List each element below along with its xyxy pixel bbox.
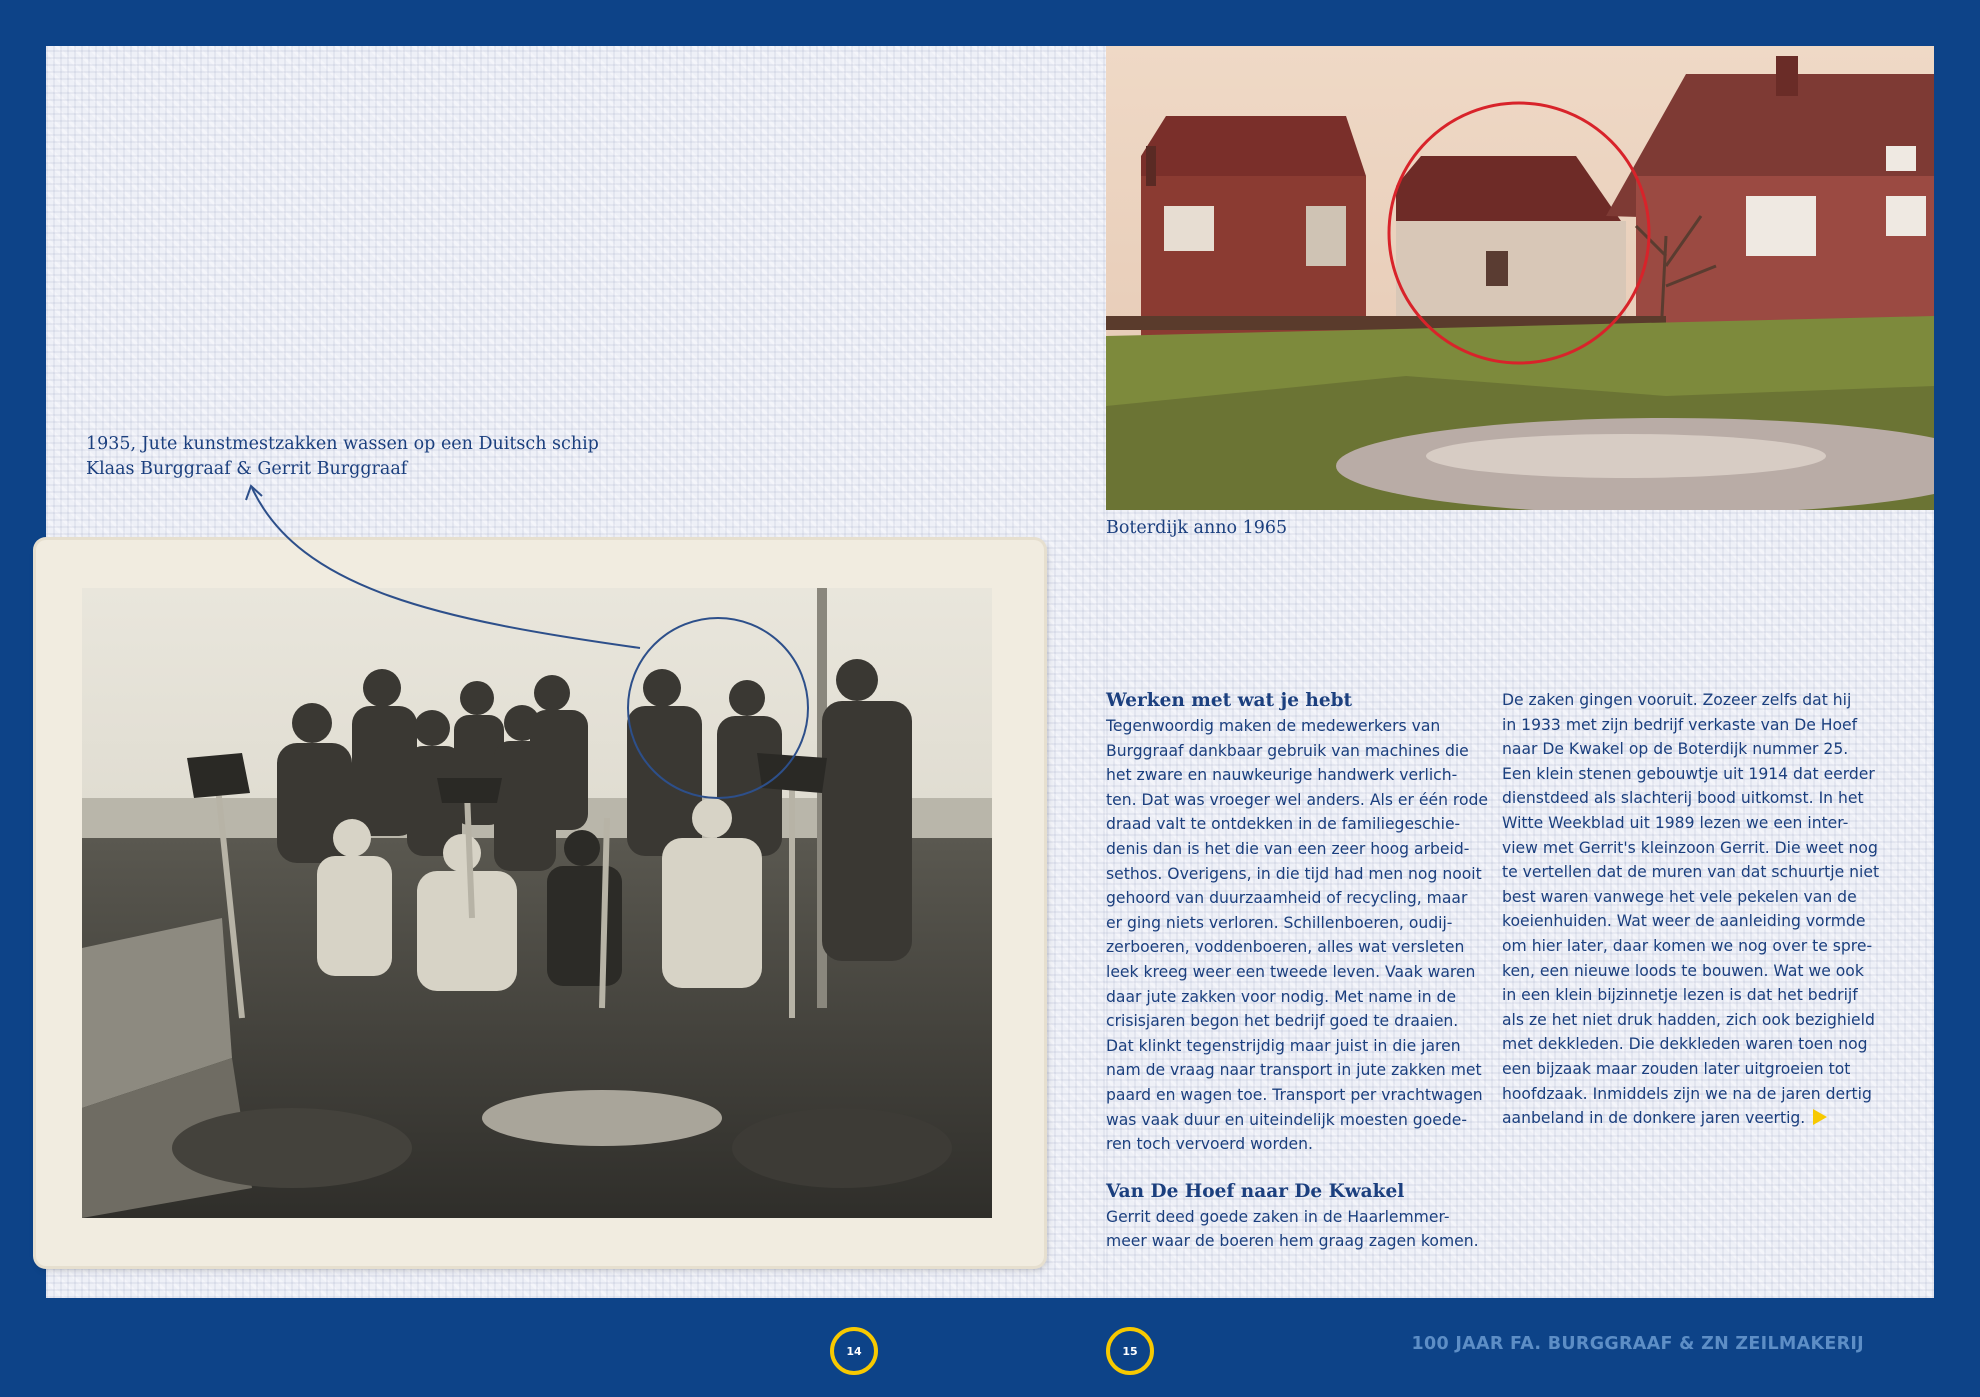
text-line: het zware en nauwkeurige handwerk verlich- xyxy=(1106,766,1458,785)
text-line: om hier later, daar komen we nog over te spre- xyxy=(1502,936,1873,955)
text-line: dienstdeed als slachterij bood uitkomst. In het xyxy=(1502,789,1864,808)
text-line: koeienhuiden. Wat weer de aanleiding vormde xyxy=(1502,912,1866,931)
house-photo-caption-text: Boterdijk anno 1965 xyxy=(1106,518,1288,538)
text-line: in een klein bijzinnetje lezen is dat het bedrijf xyxy=(1502,986,1858,1005)
text-line: een bijzaak maar zouden later uitgroeien tot xyxy=(1502,1059,1851,1078)
text-line: hoofdzaak. Inmiddels zijn we na de jaren dertig xyxy=(1502,1084,1872,1103)
text-line: aanbeland in de donkere jaren veertig. xyxy=(1502,1106,1864,1131)
text-line: naar De Kwakel op de Boterdijk nummer 25. xyxy=(1502,740,1849,759)
text-line: ken, een nieuwe loods te bouwen. Wat we ook xyxy=(1502,961,1864,980)
text-line: Burggraaf dankbaar gebruik van machines die xyxy=(1106,741,1469,760)
heading-van-de-hoef: Van De Hoef naar De Kwakel xyxy=(1106,1180,1405,1202)
text-line: in 1933 met zijn bedrijf verkaste van De Hoef xyxy=(1502,715,1858,734)
text-line: leek kreeg weer een tweede leven. Vaak waren xyxy=(1106,962,1476,981)
text-line: draad valt te ontdekken in de familiegeschie- xyxy=(1106,815,1461,834)
page-number-left: 14 xyxy=(830,1327,878,1375)
text-line: nam de vraag naar transport in jute zakken met xyxy=(1106,1061,1482,1080)
text-line: best waren vanwege het vele pekelen van de xyxy=(1502,887,1857,906)
body-text-3 xyxy=(1502,688,1880,1131)
text-line: met dekkleden. Die dekkleden waren toen nog xyxy=(1502,1035,1868,1054)
body-text-1 xyxy=(1106,714,1489,1157)
text-line: daar jute zakken voor nodig. Met name in de xyxy=(1106,987,1457,1006)
highlight-circle xyxy=(628,618,808,798)
text-line: te vertellen dat de muren van dat schuurtje niet xyxy=(1502,863,1880,882)
text-line: Een klein stenen gebouwtje uit 1914 dat eerder xyxy=(1502,764,1875,783)
text-line: gehoord van duurzaamheid of recycling, maar xyxy=(1106,889,1468,908)
text-line: sethos. Overigens, in die tijd had men nog nooit xyxy=(1106,864,1482,883)
boterdijk-photo xyxy=(1106,46,1934,510)
text-line: Gerrit deed goede zaken in de Haarlemmer- xyxy=(1106,1207,1450,1226)
text-line: crisisjaren begon het bedrijf goed te draaien. xyxy=(1106,1012,1459,1031)
text-column-2 xyxy=(1502,688,1880,1131)
page-number-right: 15 xyxy=(1106,1327,1154,1375)
text-line: Dat klinkt tegenstrijdig maar juist in die jaren xyxy=(1106,1036,1461,1055)
text-line: was vaak duur en uiteindelijk moesten goede- xyxy=(1106,1110,1467,1129)
text-line: Witte Weekblad uit 1989 lezen we een inter- xyxy=(1502,813,1849,832)
caption-line-1: 1935, Jute kunstmestzakken wassen op een Duitsch schip xyxy=(86,434,599,454)
text-line: De zaken gingen vooruit. Zozeer zelfs dat hij xyxy=(1502,691,1852,709)
text-line: ten. Dat was vroeger wel anders. Als er één rode xyxy=(1106,790,1489,809)
text-line: paard en wagen toe. Transport per vrachtwagen xyxy=(1106,1085,1483,1104)
house-photo-caption xyxy=(1106,516,1287,541)
caption-line-2: Klaas Burggraaf & Gerrit Burggraaf xyxy=(86,459,408,479)
text-line: er ging niets verloren. Schillenboeren, oudij- xyxy=(1106,913,1453,932)
text-line: Tegenwoordig maken de medewerkers van xyxy=(1106,717,1441,735)
text-line: ren toch vervoerd worden. xyxy=(1106,1135,1313,1154)
text-line: als ze het niet druk hadden, zich ook bezighield xyxy=(1502,1010,1875,1029)
footer-title: 100 JAAR FA. BURGGRAAF & ZN ZEILMAKERIJ xyxy=(1411,1334,1864,1354)
continue-arrow-icon xyxy=(1813,1109,1827,1125)
text-line: zerboeren, voddenboeren, alles wat versleten xyxy=(1106,938,1465,957)
text-column-1 xyxy=(1106,688,1489,1254)
annotation-arrow xyxy=(252,488,640,648)
heading-werken: Werken met wat je hebt xyxy=(1106,690,1353,711)
body-text-2 xyxy=(1106,1205,1479,1254)
text-line: denis dan is het die van een zeer hoog arbeid- xyxy=(1106,839,1470,858)
text-line: meer waar de boeren hem graag zagen komen. xyxy=(1106,1232,1479,1251)
text-line: view met Gerrit's kleinzoon Gerrit. Die weet nog xyxy=(1502,838,1878,857)
